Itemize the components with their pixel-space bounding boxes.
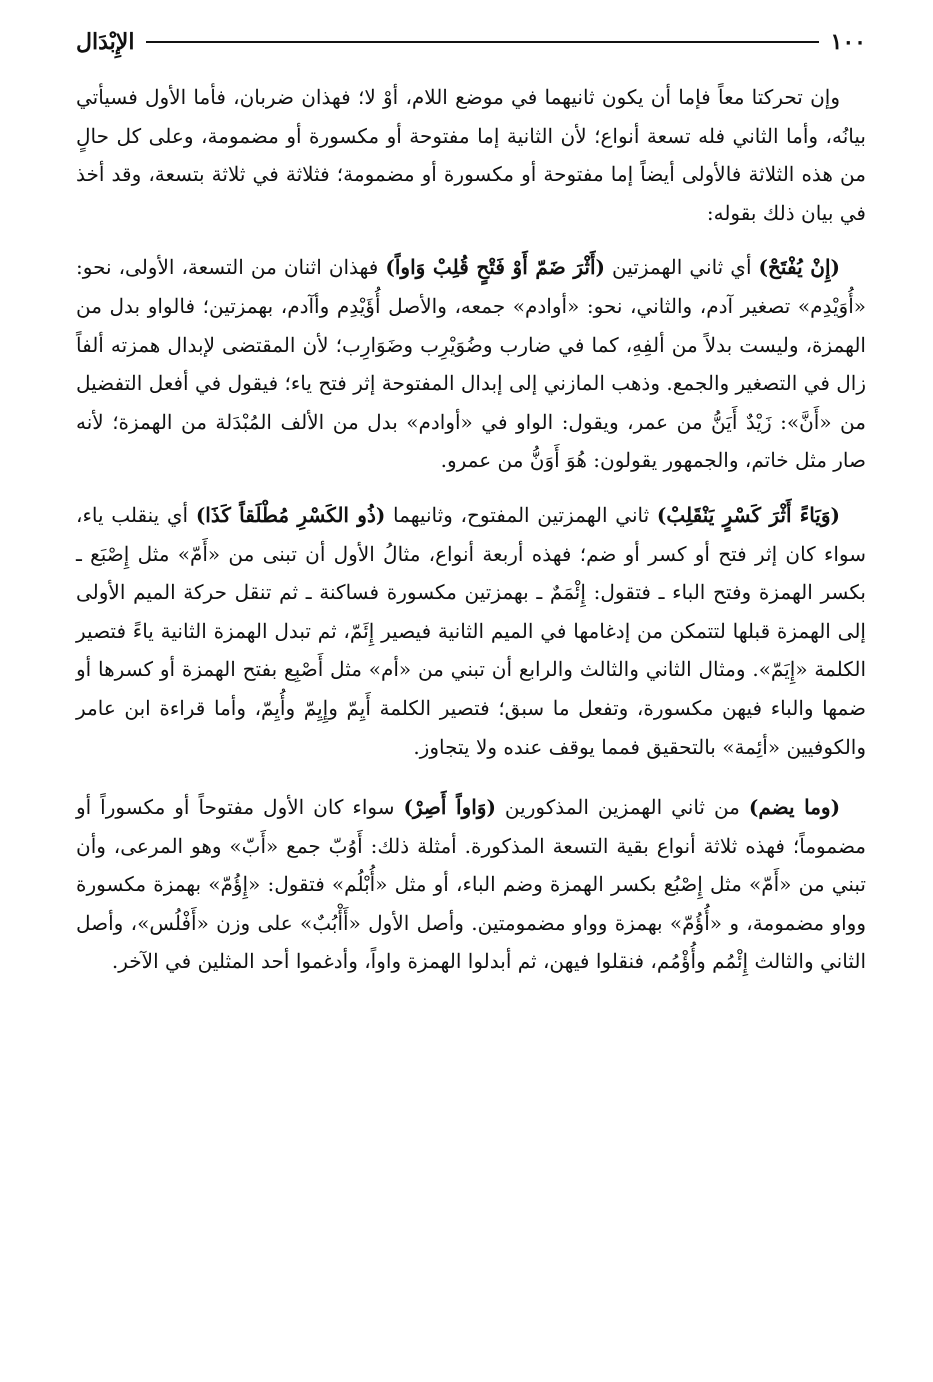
paragraph-1 xyxy=(76,78,866,232)
running-title: الإِبْدَال xyxy=(76,29,135,55)
body-text xyxy=(76,78,866,981)
verse-quote: (وما يضم) xyxy=(748,795,841,820)
paragraph-text: من ثاني الهمزين المذكورين xyxy=(504,795,740,820)
paragraph-2 xyxy=(76,248,866,480)
verse-quote: (ذُو الكَسْرِ مُطْلَقاً كَذَا) xyxy=(195,502,386,527)
paragraph-text: ثاني الهمزتين المفتوح، وثانيهما xyxy=(393,502,650,527)
paragraph-text: أي ينقلب ياء، سواء كان إثر فتح أو كسر أو ضم؛ فهذه أربعة أنواع، مثالُ الأول أن تبنى من «أَمّ» مثل إِصْبَع ـ بكسر الهمزة وفتح الباء ـ فتقول: إِئْمَمٌ ـ بهمزتين مكسورة فساكنة ـ ثم تنقل حركة الميم الأولى إلى الهمزة قبلها لتتمكن من إدغامها في الميم الثانية فيصير إِئَمّ، ثم تبدل الهمزة الثانية ياءً فتصير الكلمة «إِيَمّ». ومثال الثاني والثالث والرابع أن تبني من «أم» مثل أَصْبِع بفتح الهمزة أو كسرها أو ضمها والباء فيهن مكسورة، وتفعل ما سبق؛ فتصير الكلمة أَيِمّ وإِيِمّ وأُيِمّ، وأما قراءة ابن عامر والكوفيين «أئِمة» بالتحقيق فمما يوقف عنده ولا يتجاوز. xyxy=(76,502,866,759)
paragraph-4 xyxy=(76,788,866,981)
paragraph-text: أي ثاني الهمزتين xyxy=(612,255,752,280)
page-number: ١٠٠ xyxy=(830,29,866,55)
verse-quote: (أَثْرَ ضَمّ أَوْ فَتْحٍ قُلِبْ وَاواً) xyxy=(385,255,605,280)
verse-quote: (إِنْ يُفْتَحْ) xyxy=(758,255,840,280)
paragraph-text: فهذان اثنان من التسعة، الأولى، نحو: «أُوَيْدِم» تصغير آدم، والثاني، نحو: «أوادم» جمعه، والأصل أُؤَيْدِم وأآدم، بهمزتين؛ فالواو بدل من الهمزة، وليست بدلاً من ألفِهِ، كما في ضارب وضُوَيْرِب وضَوَارِب؛ لأن المقتضى لإبدال همزته ألفاً زال في التصغير والجمع. وذهب المازني إلى إبدال المفتوحة إثر فتح ياء؛ فيقول في أفعل التفضيل من «أَنَّ»: زَيْدٌ أَيَنُّ من عمر، ويقول: الواو في «أوادم» بدل من الألف المُبْدَلة من الهمزة؛ لأنه صار مثل خاتم، والجمهور يقولون: هُوَ أَوَنُّ من عمرو. xyxy=(76,255,866,473)
page-header xyxy=(76,22,866,62)
verse-quote: (وَيَاءً أَثْرَ كَسْرٍ يَنْقَلِبْ) xyxy=(656,502,840,527)
paragraph-text: سواء كان الأول مفتوحاً أو مكسوراً أو مضموماً؛ فهذه ثلاثة أنواع بقية التسعة المذكورة. أمثلة ذلك: أَوُبّ جمع «أَبّ» وهو المرعى، وأن تبني من «أَمّ» مثل إِصْبُع بكسر الهمزة وضم الباء، أو مثل «أُبْلُم» فتقول: «إِؤُمّ» بهمزة مكسورة وواو مضمومة، و «أُؤُمّ» بهمزة وواو مضمومتين. وأصل الأول «أَأْبُبٌ» على وزن «أَفْلُس»، وأصل الثاني والثالث إِئْمُم وأُؤْمُم، فنقلوا فيهن، ثم أبدلوا الهمزة واواً، وأدغموا أحد المثلين في الآخر. xyxy=(76,795,866,974)
verse-quote: (وَاواً أَصِرْ) xyxy=(403,795,496,820)
paragraph-3 xyxy=(76,496,866,766)
paragraph-text: وإن تحركتا معاً فإما أن يكون ثانيهما في موضع اللام، أوْ لا؛ فهذان ضربان، فأما الأول فسيأتي بيانُه، وأما الثاني فله تسعة أنواع؛ لأن الثانية إما مفتوحة أو مكسورة أو مضمومة، وعلى كل حالٍ من هذه الثلاثة فالأولى أيضاً إما مفتوحة أو مكسورة أو مضمومة؛ فثلاثة في ثلاثة بتسعة، وقد أخذ في بيان ذلك بقوله: xyxy=(76,85,866,225)
book-page xyxy=(76,22,866,981)
header-rule xyxy=(146,41,818,43)
